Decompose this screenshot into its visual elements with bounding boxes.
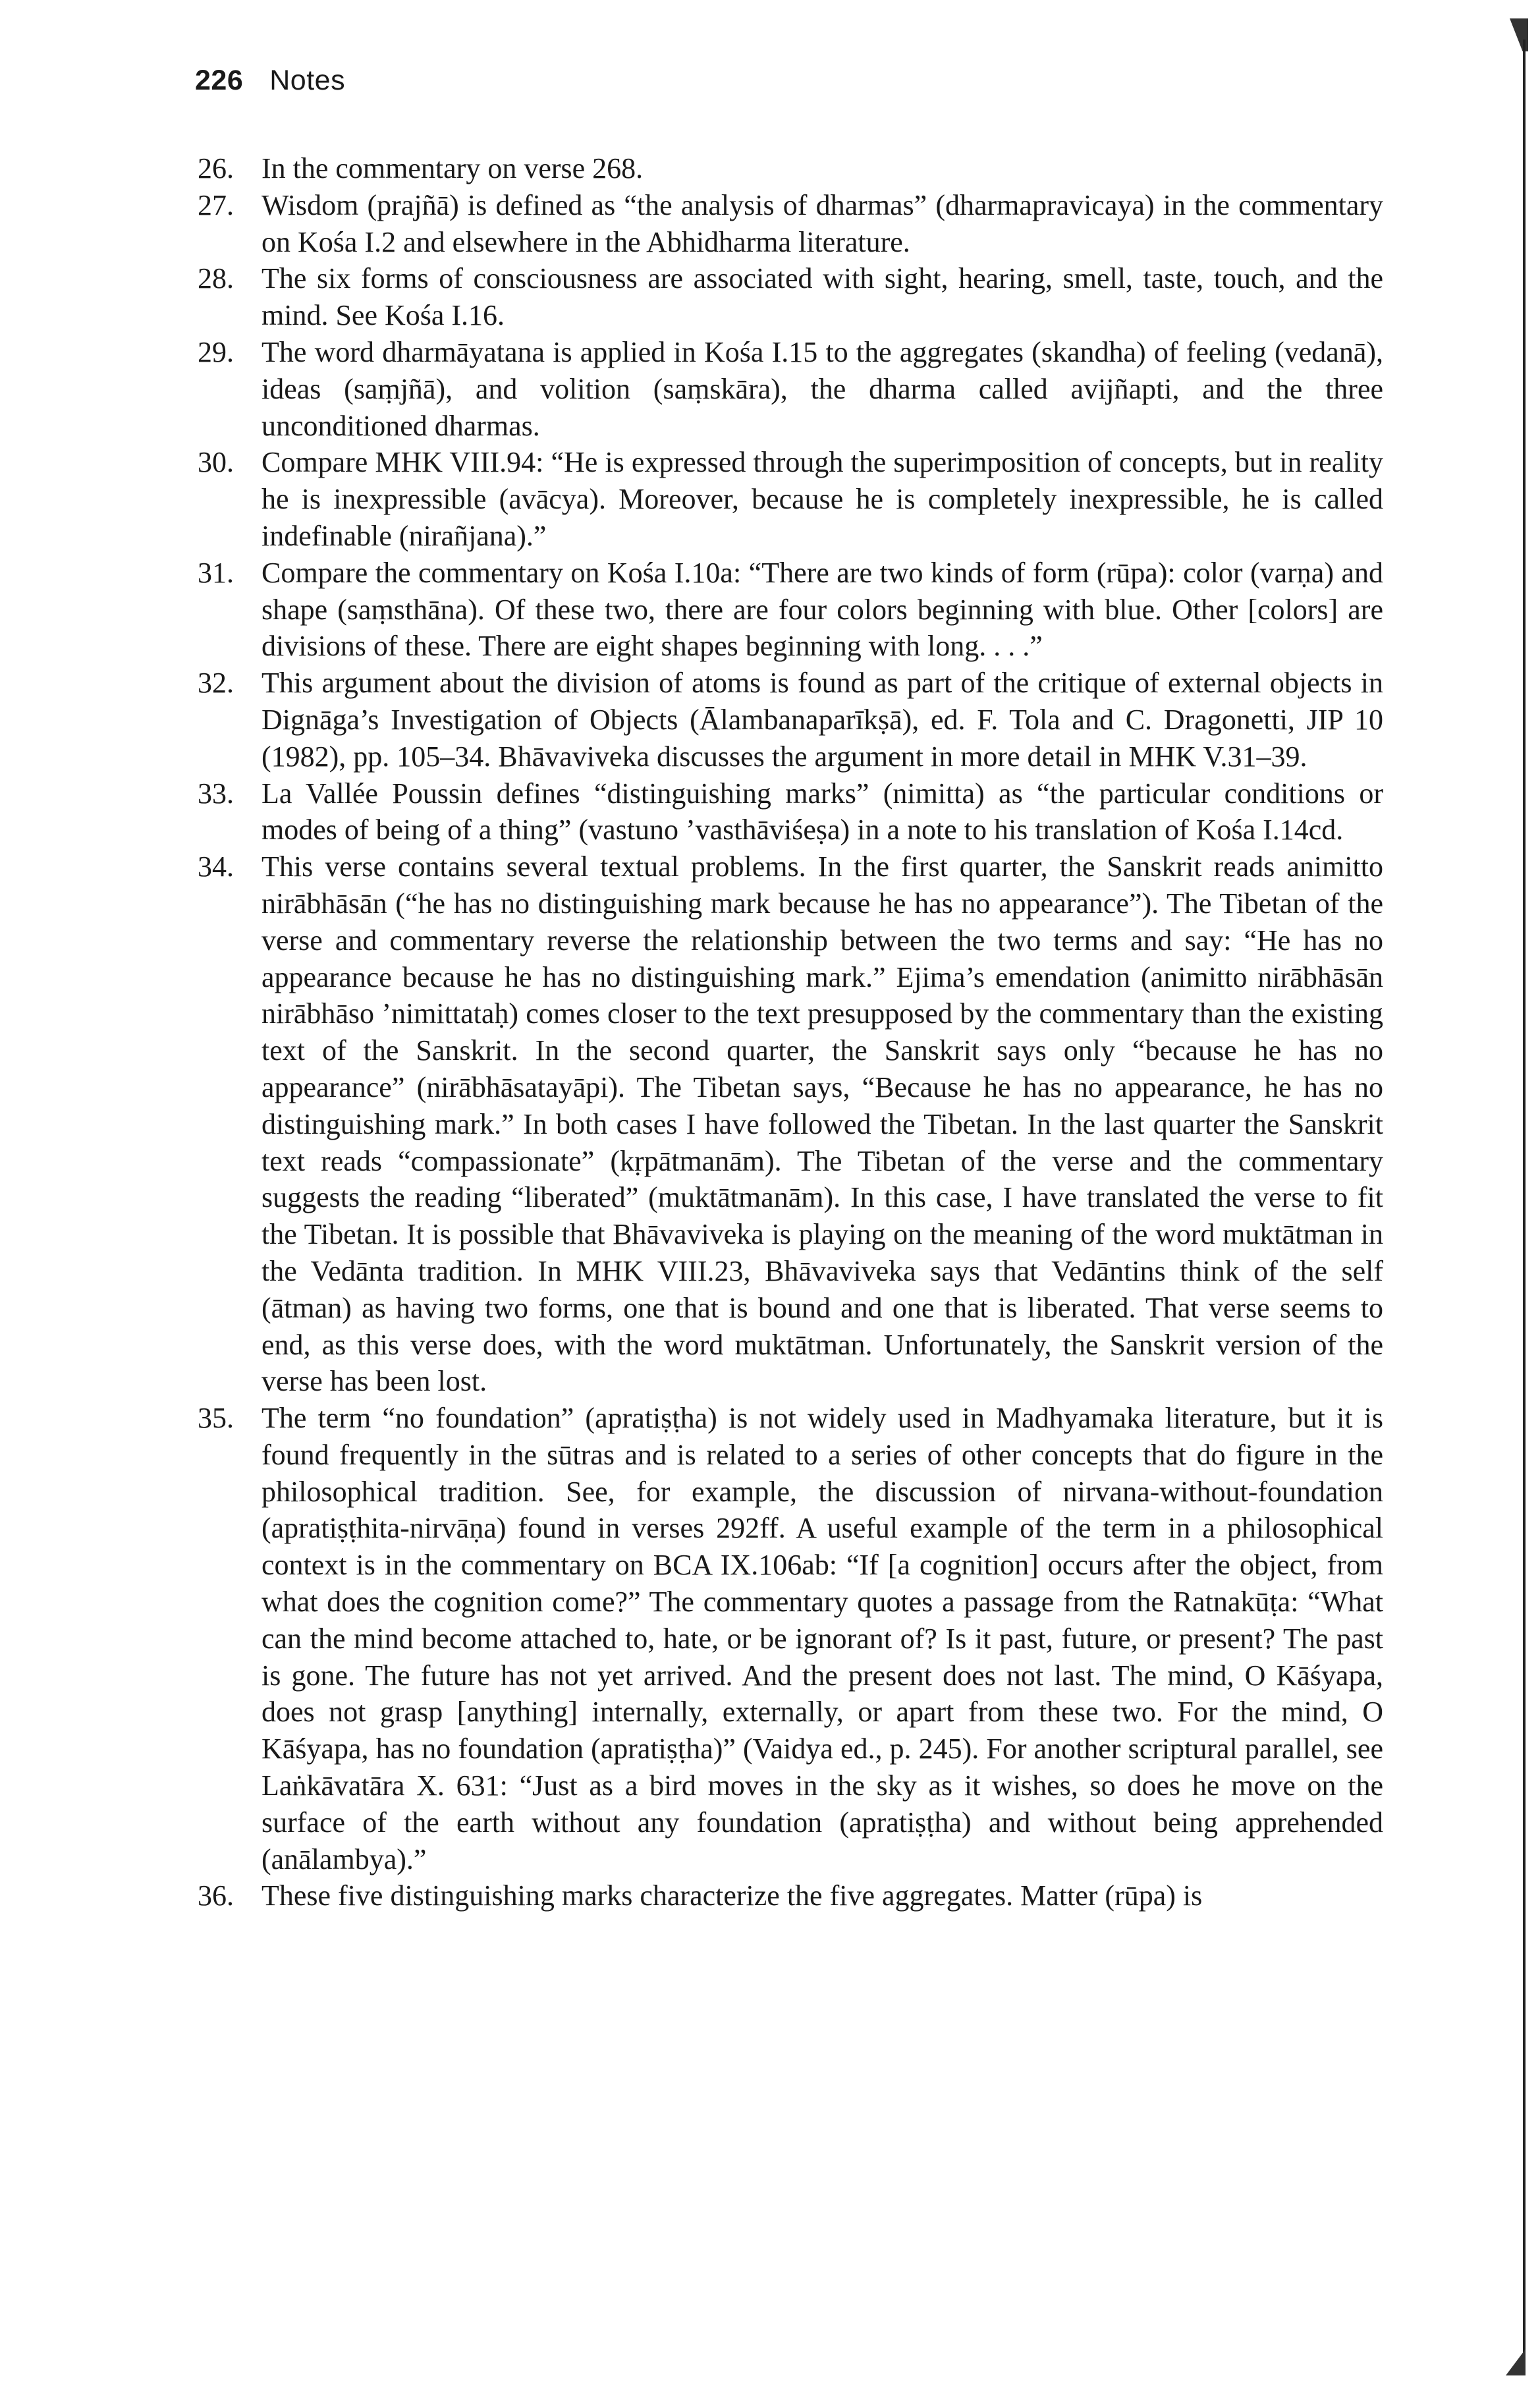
note-27 (198, 187, 1383, 261)
note-text: Compare MHK VIII.94: “He is expressed through the superimposition of concepts, but in reality he is inexpressible (avācya). Moreover, because he is completely inexpressible, he is called indefinable (nirañjana).” (261, 446, 1383, 552)
running-header (195, 65, 345, 97)
note-number: 29. (198, 335, 234, 368)
note-text: Wisdom (prajñā) is defined as “the analysis of dharmas” (dharmapravicaya) in the commentary on Kośa I.2 and elsewhere in the Abhidharma literature. (261, 188, 1383, 258)
note-number: 33. (198, 777, 234, 810)
scan-page-edge (1523, 40, 1526, 2358)
note-26 (198, 150, 1383, 187)
note-number: 30. (198, 446, 234, 479)
note-31 (198, 555, 1383, 665)
note-number: 26. (198, 152, 234, 184)
note-34 (198, 848, 1383, 1400)
note-text: This verse contains several textual problems. In the first quarter, the Sanskrit reads animitto nirābhāsān (“he has no distinguishing mark because he has no appearance”). The Tibetan of the verse and commentary reverse the relationship between the two terms and say: “He has no appearance because he has no distinguishing mark.” Ejima’s emendation (animitto nirābhāsān nirābhāso ’nimittataḥ) comes closer to the text presupposed by the commentary than the existing text of the Sanskrit. In the second quarter, the Sanskrit says only “because he has no appearance” (nirābhāsatayāpi). The Tibetan says, “Because he has no appearance, he has no distinguishing mark.” In both cases I have followed the Tibetan. In the last quarter the Sanskrit text reads “compassionate” (kṛpātmanām). The Tibetan of the verse and the commentary suggests the reading “liberated” (muktātmanām). In this case, I have translated the verse to fit the Tibetan. It is possible that Bhāvaviveka is playing on the meaning of the word muktātman in the Vedānta tradition. In MHK VIII.23, Bhāvaviveka says that Vedāntins think of the self (ātman) as having two forms, one that is bound and one that is liberated. That verse seems to end, as this verse does, with the word muktātman. Unfortunately, the Sanskrit version of the verse has been lost. (261, 850, 1383, 1398)
note-number: 32. (198, 667, 234, 700)
note-number: 35. (198, 1402, 234, 1435)
note-text: This argument about the division of atoms is found as part of the critique of external objects in Dignāga’s Investigation of Objects (Ālambanaparīkṣā), ed. F. Tola and C. Dragonetti, JIP 10 (1982), pp. 105–34. Bhāvaviveka discusses the argument in more detail in MHK V.31–39. (261, 667, 1383, 773)
note-36 (198, 1877, 1383, 1914)
notes-list (198, 150, 1383, 1914)
note-35 (198, 1400, 1383, 1877)
note-number: 31. (198, 556, 234, 589)
note-32 (198, 665, 1383, 775)
running-title: Notes (269, 65, 346, 96)
note-29 (198, 334, 1383, 444)
note-text: In the commentary on verse 268. (261, 152, 644, 184)
note-text: Compare the commentary on Kośa I.10a: “There are two kinds of form (rūpa): color (varṇa) and shape (saṃsthāna). Of these two, there are four colors beginning with blue. Other [colors] are divisions of these. There are eight shapes beginning with long. . . .” (261, 556, 1383, 663)
note-28 (198, 260, 1383, 334)
note-text: The six forms of consciousness are associated with sight, hearing, smell, taste, touch, and the mind. See Kośa I.16. (261, 262, 1383, 332)
note-text: La Vallée Poussin defines “distinguishing marks” (nimitta) as “the particular conditions or modes of being of a thing” (vastuno ’vasthāviśeṣa) in a note to his translation of Kośa I.14cd. (261, 777, 1383, 846)
note-33 (198, 775, 1383, 849)
note-number: 34. (198, 850, 234, 883)
note-number: 28. (198, 262, 234, 295)
note-text: These five distinguishing marks characterize the five aggregates. Matter (rūpa) is (261, 1879, 1203, 1912)
note-number: 27. (198, 188, 234, 221)
note-text: The term “no foundation” (apratiṣṭha) is not widely used in Madhyamaka literature, but it is found frequently in the sūtras and is related to a series of other concepts that do figure in the philosophical tradition. See, for example, the discussion of nirvana-without-foundation (apratiṣṭhita-nirvāṇa) found in verses 292ff. A useful example of the term in a philosophical context is in the commentary on BCA IX.106ab: “If [a cognition] occurs after the object, from what does the cognition come?” The commentary quotes a passage from the Ratnakūṭa: “What can the mind become attached to, hate, or be ignorant of? Is it past, future, or present? The past is gone. The future has not yet arrived. And the present does not last. The mind, O Kāśyapa, does not grasp [anything] internally, externally, or apart from these two. For the mind, O Kāśyapa, has no foundation (apratiṣṭha)” (Vaidya ed., p. 245). For another scriptural parallel, see Laṅkāvatāra X. 631: “Just as a bird moves in the sky as it wishes, so does he move on the surface of the earth without any foundation (apratiṣṭha) and without being apprehended (anālambya).” (261, 1402, 1383, 1875)
scan-edge-mark-bottom (1506, 2349, 1526, 2375)
note-text: The word dharmāyatana is applied in Kośa I.15 to the aggregates (skandha) of feeling (vedanā), ideas (saṃjñā), and volition (saṃskāra), the dharma called avijñapti, and the three unconditioned dharmas. (261, 335, 1383, 442)
note-30 (198, 444, 1383, 554)
page-number: 226 (195, 65, 244, 96)
note-number: 36. (198, 1879, 234, 1912)
